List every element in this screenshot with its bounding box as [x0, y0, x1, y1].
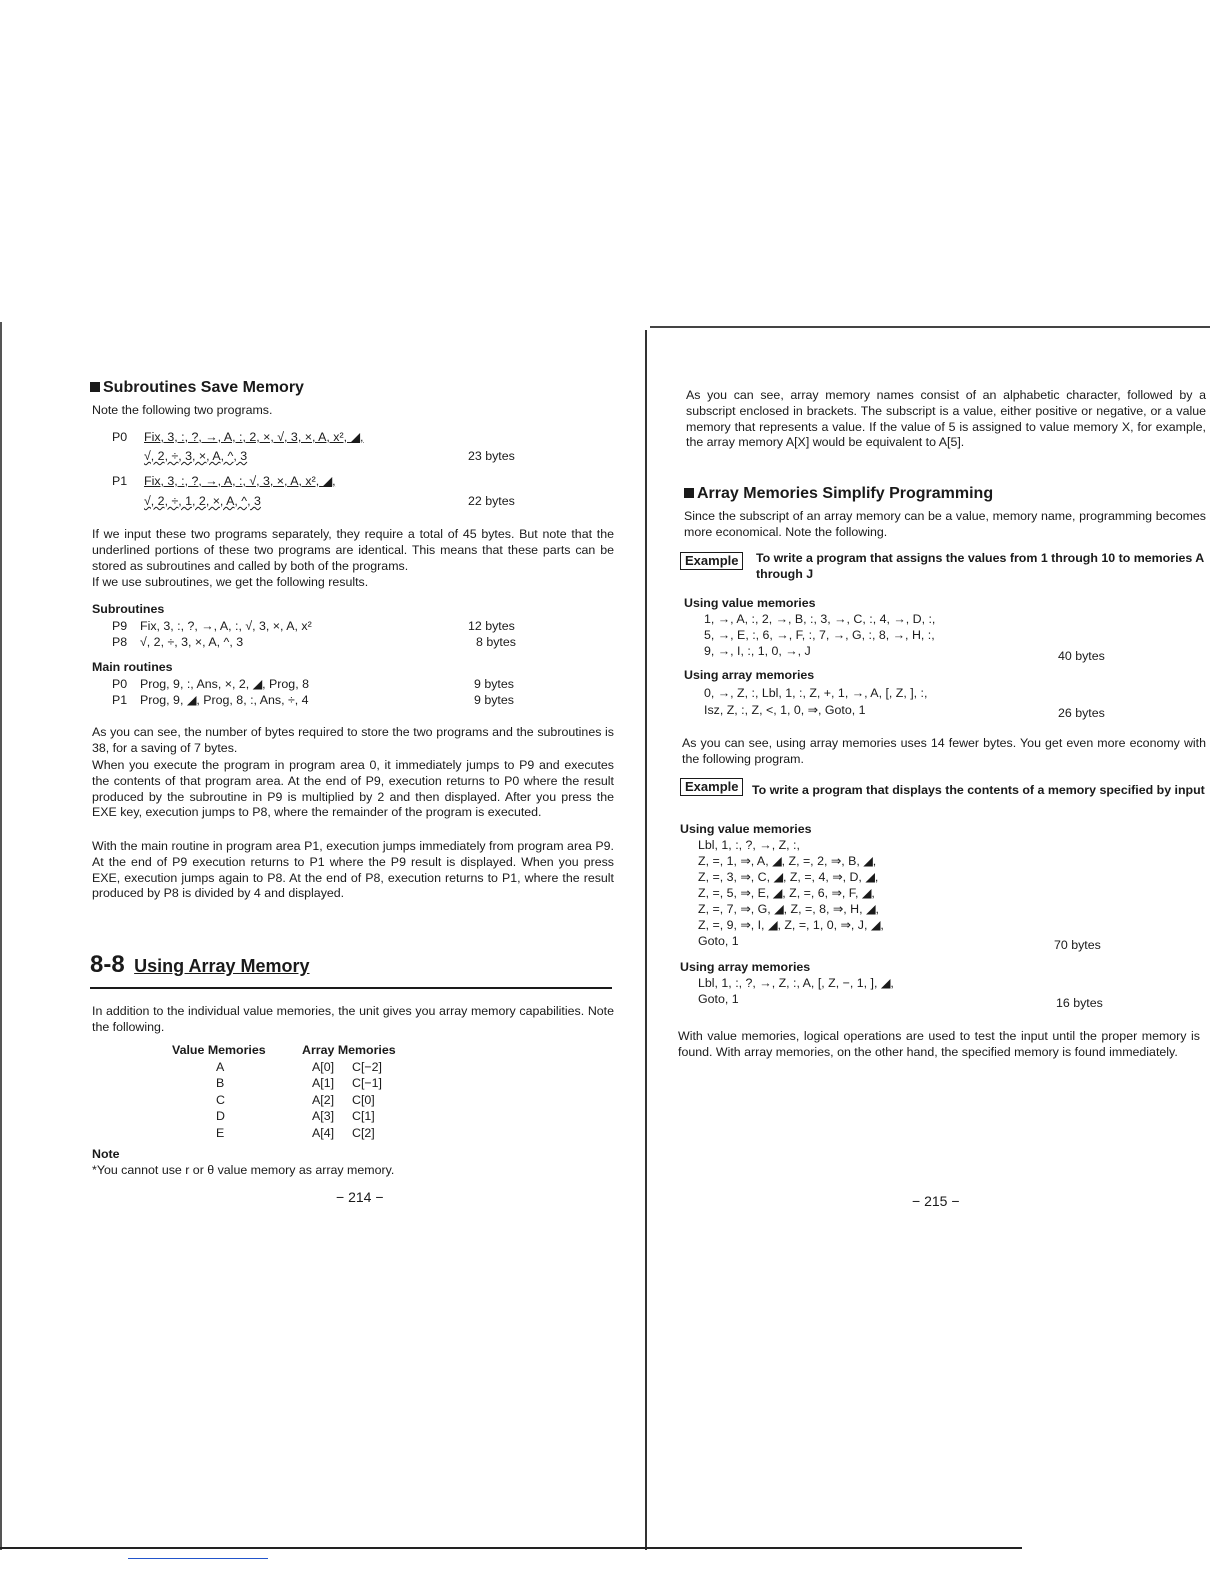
col-value-memories-header: Value Memories	[172, 1043, 266, 1057]
p1-code-line1: Fix, 3, :, ?, →, A, :, √, 3, ×, A, x², ◢,	[144, 474, 336, 488]
table-cell: A[2]	[312, 1093, 335, 1107]
ex2-array-bytes: 16 bytes	[1056, 996, 1103, 1010]
m0-code: Prog, 9, :, Ans, ×, 2, ◢, Prog, 8	[140, 677, 309, 691]
ex2-value-line: Lbl, 1, :, ?, →, Z, :,	[698, 838, 800, 852]
section-header	[90, 951, 612, 989]
p1-label: P1	[112, 474, 128, 488]
table-cell: C[−1]	[352, 1076, 382, 1090]
main-routines-subheading: Main routines	[92, 660, 173, 674]
intro-text: Note the following two programs.	[92, 403, 273, 417]
note-text: *You cannot use r or θ value memory as array memory.	[92, 1163, 395, 1177]
subroutines-heading: Subroutines Save Memory	[90, 380, 304, 396]
p9-label: P9	[112, 619, 128, 633]
m1-label: P1	[112, 693, 128, 707]
left-page-border	[0, 322, 2, 1550]
ex2-value-line: Z, =, 1, ⇒, A, ◢, Z, =, 2, ⇒, B, ◢,	[698, 854, 877, 868]
table-cell: C[−2]	[352, 1060, 382, 1074]
array-intro-paragraph: As you can see, array memory names consist of an alphabetic character, followed by a subscript enclosed in brackets. The subscript is a value, either positive or negative, or a value memory that represents a value. If the value of 5 is assigned to value memory X, for example, the array memory A[X] would be equivalent to A[5].	[686, 388, 1206, 450]
example-1-badge: Example	[680, 552, 743, 570]
blue-rule	[128, 1558, 268, 1559]
section-number: 8-8	[90, 951, 125, 978]
p8-label: P8	[112, 635, 128, 649]
paragraph-3: When you execute the program in program area 0, it immediately jumps to P9 and executes the contents of that program area. At the end of P9, execution returns to P0 where the result produced by the subroutine in P9 is multiplied by 2 and then displayed. After you press the EXE key, execution jumps to P8, where the remainder of the program is executed.	[92, 758, 614, 820]
center-spine	[645, 330, 647, 1550]
ex1-array-bytes: 26 bytes	[1058, 706, 1105, 720]
table-cell: A[3]	[312, 1109, 335, 1123]
p0-code-line2: √, 2, ÷, 3, ×, A, ^, 3	[144, 449, 248, 463]
table-cell: B	[216, 1076, 225, 1090]
ex2-value-heading: Using value memories	[680, 822, 812, 836]
example-2-text: To write a program that displays the contents of a memory specified by input	[752, 783, 1205, 797]
table-cell: C[2]	[352, 1126, 375, 1140]
array-simplify-heading: Array Memories Simplify Programming	[684, 486, 993, 502]
example-2-badge: Example	[680, 778, 743, 796]
ex2-value-line: Goto, 1	[698, 934, 739, 948]
bullet-square-icon	[90, 382, 100, 392]
table-cell: A[1]	[312, 1076, 335, 1090]
ex2-value-line: Z, =, 7, ⇒, G, ◢, Z, =, 8, ⇒, H, ◢,	[698, 902, 879, 916]
ex1-value-heading: Using value memories	[684, 596, 816, 610]
table-cell: C	[216, 1093, 225, 1107]
bullet-square-icon	[684, 488, 694, 498]
ex1-array-heading: Using array memories	[684, 668, 815, 682]
paragraph-2: As you can see, the number of bytes required to store the two programs and the subroutines is 38, for a saving of 7 bytes.	[92, 725, 614, 755]
paragraph-2: Since the subscript of an array memory can be a value, memory name, programming becomes more economical. Note the following.	[684, 509, 1206, 539]
ex1-value-bytes: 40 bytes	[1058, 649, 1105, 663]
table-cell: D	[216, 1109, 225, 1123]
page-number-214: − 214 −	[336, 1189, 384, 1205]
table-cell: A	[216, 1060, 225, 1074]
paragraph-5: In addition to the individual value memories, the unit gives you array memory capabilities. Note the following.	[92, 1004, 614, 1034]
p8-code: √, 2, ÷, 3, ×, A, ^, 3	[140, 635, 244, 649]
section-title: Using Array Memory	[134, 956, 310, 976]
p1-bytes: 22 bytes	[468, 494, 515, 508]
col-array-memories-header: Array Memories	[302, 1043, 396, 1057]
m0-bytes: 9 bytes	[474, 677, 514, 691]
note-heading: Note	[92, 1147, 120, 1161]
paragraph-3: As you can see, using array memories uses 14 fewer bytes. You get even more economy with the following program.	[682, 736, 1206, 766]
subroutines-subheading: Subroutines	[92, 602, 165, 616]
paragraph-4: With value memories, logical operations are used to test the input until the proper memory is found. With array memories, on the other hand, the specified memory is found immediately.	[678, 1029, 1200, 1059]
m1-bytes: 9 bytes	[474, 693, 514, 707]
ex1-value-line: 5, →, E, :, 6, →, F, :, 7, →, G, :, 8, →, H, :,	[704, 628, 935, 642]
right-top-rule	[650, 326, 1210, 328]
table-cell: A[0]	[312, 1060, 335, 1074]
m1-code: Prog, 9, ◢, Prog, 8, :, Ans, ÷, 4	[140, 693, 309, 707]
ex1-value-line: 1, →, A, :, 2, →, B, :, 3, →, C, :, 4, →, D, :,	[704, 612, 936, 626]
page-number-215: − 215 −	[912, 1193, 960, 1209]
table-cell: C[0]	[352, 1093, 375, 1107]
ex2-array-heading: Using array memories	[680, 960, 811, 974]
bottom-rule	[0, 1547, 1022, 1549]
ex1-value-line: 9, →, I, :, 1, 0, →, J	[704, 644, 811, 658]
memory-table	[90, 1060, 490, 1145]
p9-code: Fix, 3, :, ?, →, A, :, √, 3, ×, A, x²	[140, 619, 312, 633]
table-cell: E	[216, 1126, 225, 1140]
ex2-value-line: Z, =, 9, ⇒, I, ◢, Z, =, 1, 0, ⇒, J, ◢,	[698, 918, 884, 932]
p0-bytes: 23 bytes	[468, 449, 515, 463]
m0-label: P0	[112, 677, 128, 691]
p9-bytes: 12 bytes	[468, 619, 515, 633]
ex1-array-line: Isz, Z, :, Z, <, 1, 0, ⇒, Goto, 1	[704, 703, 866, 717]
ex2-array-line: Lbl, 1, :, ?, →, Z, :, A, [, Z, −, 1, ], ◢,	[698, 976, 894, 990]
ex1-array-line: 0, →, Z, :, Lbl, 1, :, Z, +, 1, →, A, [, Z, ], :,	[704, 686, 928, 700]
ex2-value-line: Z, =, 5, ⇒, E, ◢, Z, =, 6, ⇒, F, ◢,	[698, 886, 875, 900]
paragraph-1: If we input these two programs separately, they require a total of 45 bytes. But note that the underlined portions of these two programs are identical. This means that these parts can be stored as subroutines and called by both of the programs.	[92, 527, 614, 573]
paragraph-1b: If we use subroutines, we get the following results.	[92, 575, 369, 589]
p1-code-line2: √, 2, ÷, 1, 2, ×, A, ^, 3	[144, 494, 261, 508]
ex2-array-line: Goto, 1	[698, 992, 739, 1006]
p0-code-line1: Fix, 3, :, ?, →, A, :, 2, ×, √, 3, ×, A, x², ◢,	[144, 430, 364, 444]
ex2-value-line: Z, =, 3, ⇒, C, ◢, Z, =, 4, ⇒, D, ◢,	[698, 870, 879, 884]
ex2-value-bytes: 70 bytes	[1054, 938, 1101, 952]
example-1-text: To write a program that assigns the values from 1 through 10 to memories A through J	[756, 551, 1204, 581]
table-cell: C[1]	[352, 1109, 375, 1123]
p8-bytes: 8 bytes	[476, 635, 516, 649]
table-cell: A[4]	[312, 1126, 335, 1140]
p0-label: P0	[112, 430, 128, 444]
paragraph-4: With the main routine in program area P1, execution jumps immediately from program area P9. At the end of P9 execution returns to P1 where the P9 result is displayed. When you press EXE, execution jumps again to P8. At the end of P8, execution returns to P1, where the result produced by P8 is divided by 4 and displayed.	[92, 839, 614, 901]
